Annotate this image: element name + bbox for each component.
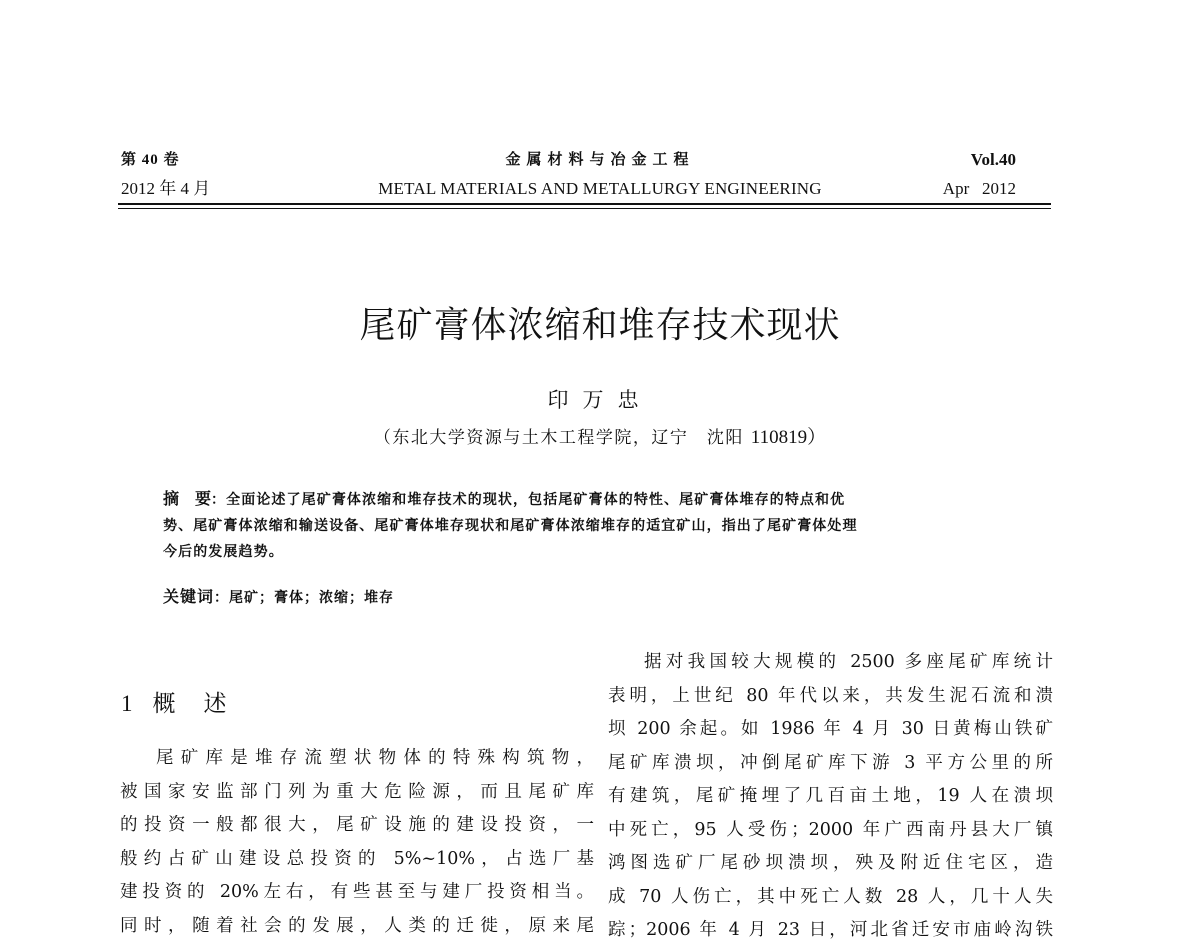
body-line: 鸿图选矿厂尾砂坝溃坝，殃及附近住宅区，造 <box>608 853 1053 873</box>
body-line: 踪；2006 年 4 月 23 日，河北省迁安市庙岭沟铁 <box>608 920 1053 940</box>
abstract-line <box>163 486 1023 513</box>
body-column-left <box>120 742 594 943</box>
body-line: 尾矿库是堆存流塑状物体的特殊构筑物， <box>156 748 594 768</box>
section-number: 1 <box>121 691 133 716</box>
header-volume-cn: 第 40 卷 <box>121 152 180 168</box>
keywords-block <box>163 584 394 611</box>
postal-code: 110819） <box>750 427 827 448</box>
body-line: 的投资一般都很大，尾矿设施的建设投资，一 <box>120 815 594 835</box>
abstract-separator: ： <box>211 492 227 508</box>
keywords-label: 关键词 <box>163 587 215 606</box>
header-rule-divider <box>118 203 1051 209</box>
body-line: 中死亡，95 人受伤；2000 年广西南丹县大厂镇 <box>608 819 1053 840</box>
body-line: 坝 200 余起。如 1986 年 4 月 30 日黄梅山铁矿 <box>608 719 1053 739</box>
body-line: 有建筑，尾矿掩埋了几百亩土地，19 人在溃坝 <box>608 786 1053 806</box>
header-date-cn: 2012 年 4 月 <box>121 179 211 198</box>
header-date-en: Apr 2012 <box>942 179 1016 198</box>
body-line: 般约占矿山建设总投资的 5%~10%，占选厂基 <box>120 848 594 869</box>
body-column-right <box>608 646 1053 948</box>
running-header-journal <box>300 149 900 200</box>
abstract-block <box>163 486 1023 565</box>
body-line: 据对我国较大规模的 2500 多座尾矿库统计 <box>644 652 1053 672</box>
section-title: 概述 <box>152 691 255 717</box>
journal-name-en: METAL MATERIALS AND METALLURGY ENGINEERING <box>378 179 822 198</box>
body-line: 尾矿库溃坝，冲倒尾矿库下游 3 平方公里的所 <box>608 752 1053 773</box>
article-title: 尾矿膏体浓缩和堆存技术现状 <box>359 305 841 346</box>
running-header-right <box>943 149 1016 200</box>
author-affiliation <box>0 425 1200 451</box>
abstract-text-line-2: 势、尾矿膏体浓缩和输送设备、尾矿膏体堆存现状和尾矿膏体浓缩堆存的适宜矿山，指出了尾矿膏体处理 <box>163 518 858 534</box>
header-volume-en: Vol.40 <box>970 150 1016 169</box>
abstract-label: 摘 要 <box>163 489 212 508</box>
body-line: 成 70 人伤亡，其中死亡人数 28 人，几十人失 <box>608 886 1053 907</box>
keywords-separator: ： <box>214 590 230 606</box>
abstract-text-line-3: 今后的发展趋势。 <box>163 544 284 560</box>
body-line: 被国家安监部门列为重大危险源，而且尾矿库 <box>120 781 594 802</box>
abstract-text-line-1: 全面论述了尾矿膏体浓缩和堆存技术的现状，包括尾矿膏体的特性、尾矿膏体堆存的特点和优 <box>226 492 846 508</box>
keywords-text: 尾矿；膏体；浓缩；堆存 <box>229 590 395 606</box>
journal-name-cn: 金属材料与冶金工程 <box>505 152 695 168</box>
body-line: 同时，随着社会的发展，人类的迁徙，原来尾 <box>120 915 594 936</box>
body-line: 建投资的 20%左右，有些甚至与建厂投资相当。 <box>120 882 594 902</box>
article-author: 印万忠 <box>547 388 653 412</box>
running-header-left <box>121 149 210 200</box>
body-line: 表明，上世纪 80 年代以来，共发生泥石流和溃 <box>608 685 1053 706</box>
affiliation-text: （东北大学资源与土木工程学院，辽宁 沈阳 <box>373 428 744 448</box>
section-heading <box>121 688 255 720</box>
